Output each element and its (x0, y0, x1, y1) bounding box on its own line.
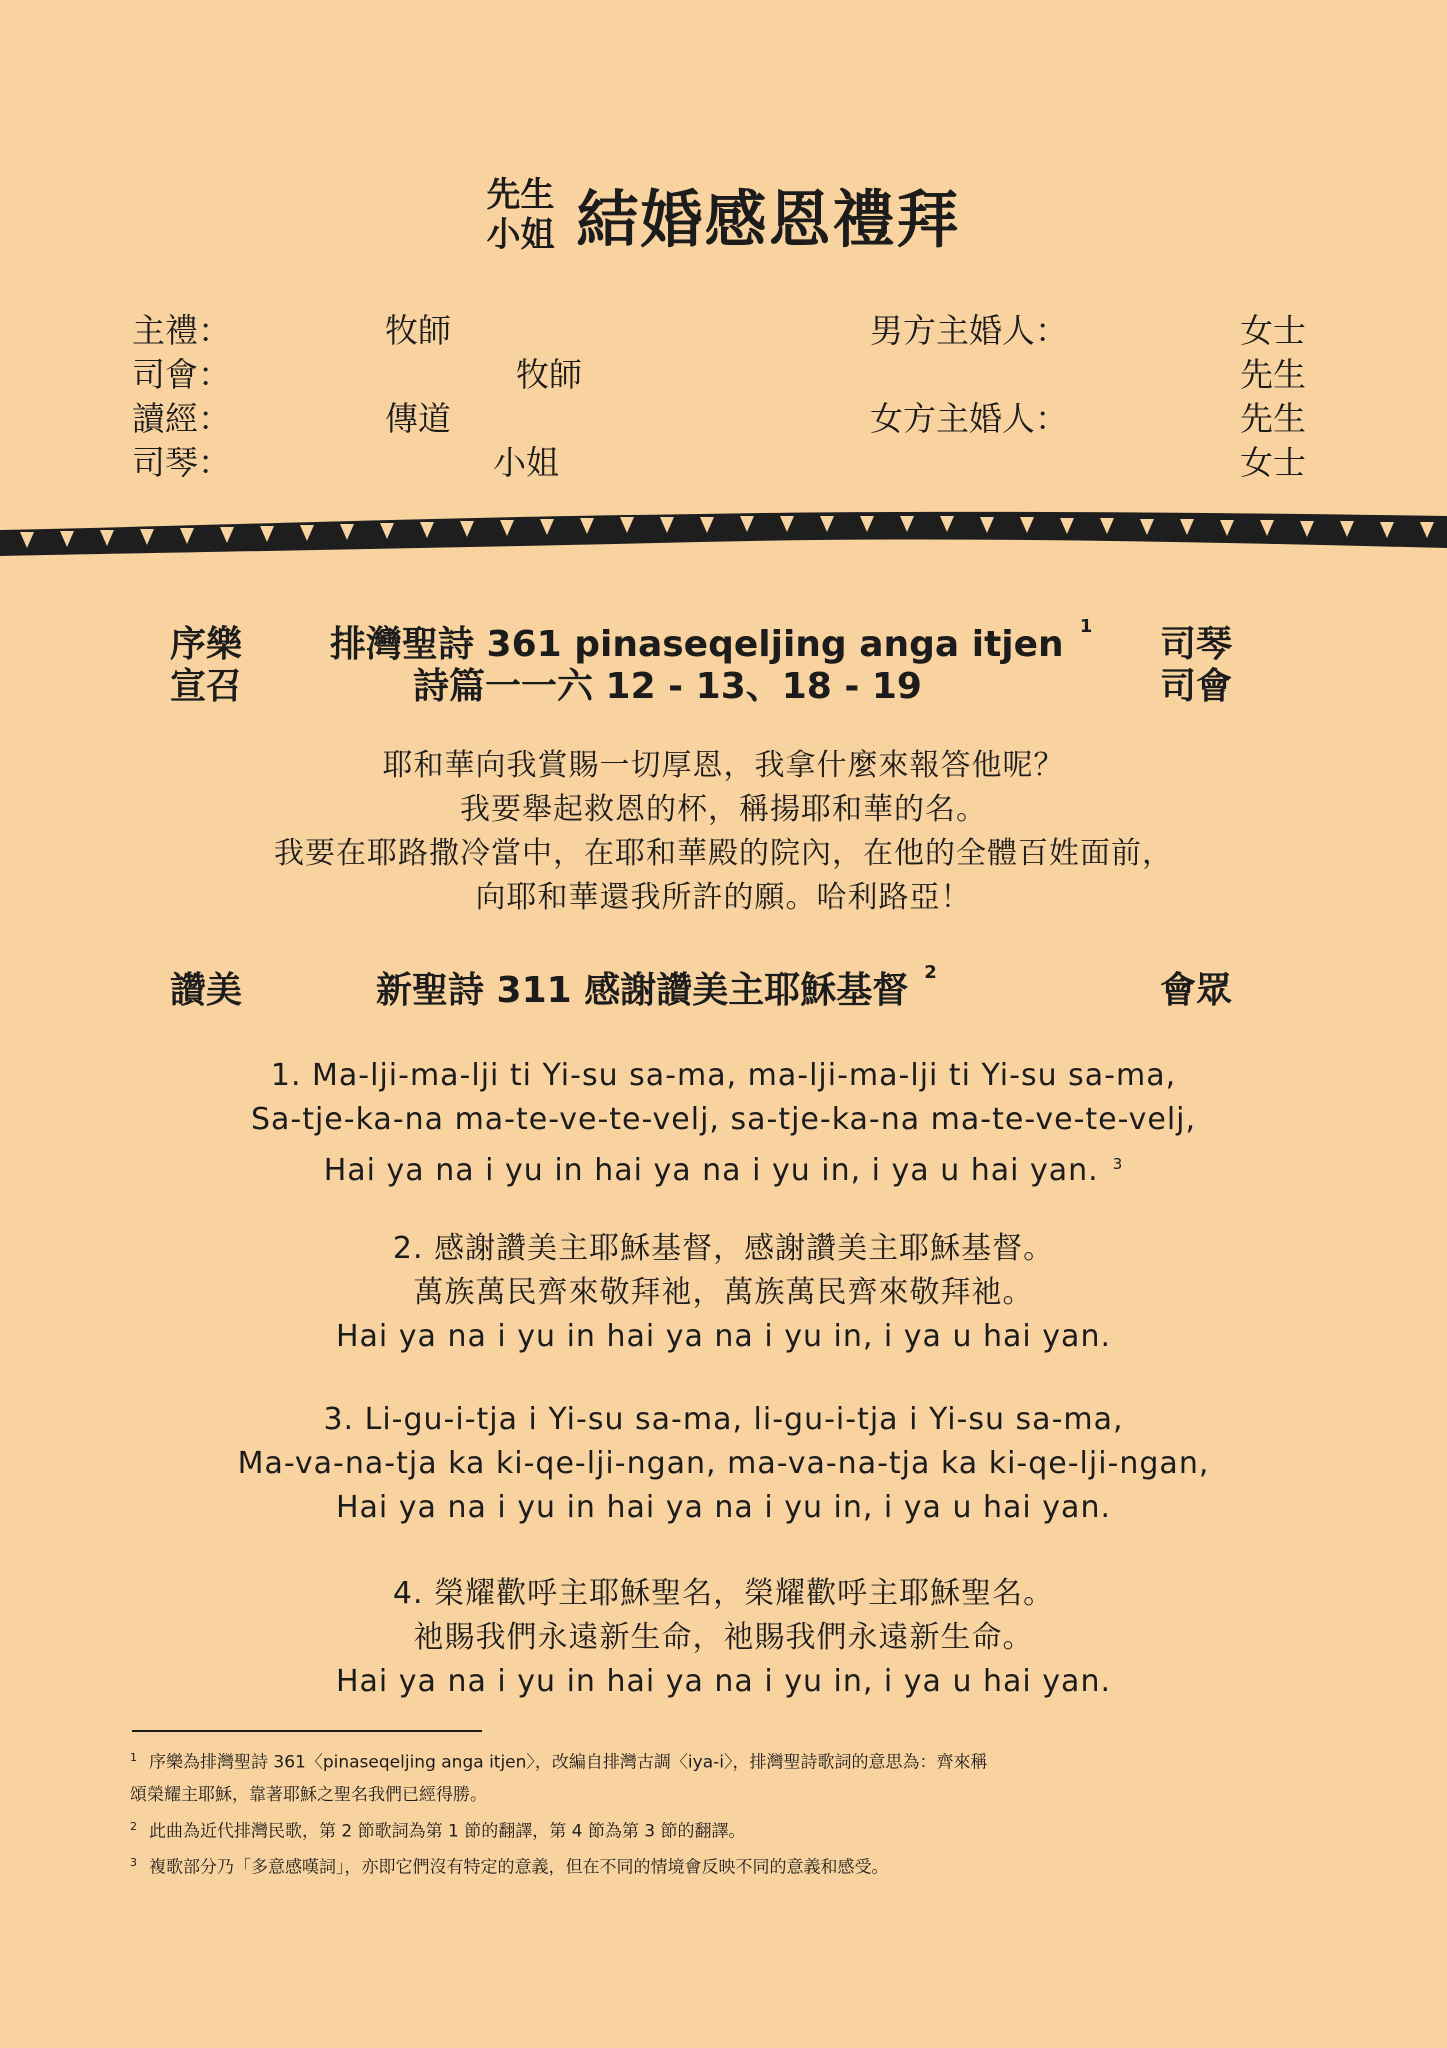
praise-title-text: 新聖詩 311 感謝讚美主耶穌基督 (376, 970, 909, 1011)
call-by: 司會 (1160, 666, 1233, 707)
footnote-text: 序樂為排灣聖詩 361〈pinaseqeljing anga itjen〉，改編自排灣古調〈iya-i〉，排灣聖詩歌詞的意思為：齊來稱 (149, 1752, 988, 1773)
footnote-text: 複歌部分乃「多意感嘆詞」，亦即它們沒有特定的意義，但在不同的情境會反映不同的意義和感受。 (149, 1857, 889, 1878)
praise-title (376, 962, 937, 1013)
footnote (130, 1779, 1310, 1811)
organist-label: 司琴： (132, 443, 231, 482)
prelude-by: 司琴 (1160, 624, 1233, 665)
footnote (130, 1847, 1310, 1884)
call-label: 宣召 (170, 666, 243, 707)
title-honorifics (486, 175, 554, 255)
scripture-line: 我要在耶路撒冷當中，在耶和華殿的院內，在他的全體百姓面前， (274, 836, 1173, 871)
footnote-ref-3: 3 (1112, 1155, 1124, 1173)
order-praise (0, 962, 1447, 1011)
footnote (130, 1811, 1310, 1848)
hymn-verse-2 (0, 1227, 1447, 1359)
prelude-label: 序樂 (170, 624, 243, 665)
scripture-line: 我要舉起救恩的杯，稱揚耶和華的名。 (460, 792, 987, 827)
groom-side-value-1: 女士 (1240, 311, 1306, 350)
verse-line-text: Hai ya na i yu in hai ya na i yu in, i ya u hai yan. (323, 1153, 1099, 1188)
host-label: 司會： (132, 355, 231, 394)
title-honorific-top: 先生 (486, 174, 555, 215)
bride-side-value-1: 先生 (1240, 399, 1306, 438)
verse-line: 4. 榮耀歡呼主耶穌聖名，榮耀歡呼主耶穌聖名。 (392, 1576, 1055, 1611)
footnote-ref-1: 1 (1079, 616, 1093, 637)
organist-value: 小姐 (493, 443, 559, 482)
footnote-mark: 2 (130, 1819, 137, 1833)
presider-value: 牧師 (385, 311, 451, 350)
page-title (0, 170, 1447, 259)
verse-line: 3. Li-gu-i-tja i Yi-su sa-ma, li-gu-i-tja i Yi-su sa-ma, (323, 1402, 1124, 1437)
footnote-text: 頌榮耀主耶穌，靠著耶穌之聖名我們已經得勝。 (130, 1784, 487, 1805)
scripture-passage (0, 744, 1447, 920)
order-prelude (0, 616, 1447, 665)
reader-value: 傳道 (385, 399, 451, 438)
verse-line: Hai ya na i yu in hai ya na i yu in, i ya u hai yan. (335, 1319, 1111, 1354)
order-call (0, 658, 1447, 707)
woven-pattern-divider (0, 508, 1447, 572)
verse-line: Hai ya na i yu in hai ya na i yu in, i ya u hai yan. (335, 1664, 1111, 1699)
footnote-mark: 1 (130, 1751, 137, 1764)
officiants-block (0, 305, 1447, 485)
praise-label: 讚美 (170, 970, 243, 1011)
host-value: 牧師 (516, 355, 582, 394)
verse-line: Hai ya na i yu in hai ya na i yu in, i ya u hai yan. (335, 1490, 1111, 1525)
verse-line: Ma-va-na-tja ka ki-qe-lji-ngan, ma-va-na-tja ka ki-qe-lji-ngan, (237, 1446, 1210, 1481)
verse-line: 祂賜我們永遠新生命，祂賜我們永遠新生命。 (413, 1620, 1034, 1655)
title-honorific-bottom: 小姐 (486, 214, 555, 255)
scripture-line: 耶和華向我賞賜一切厚恩，我拿什麼來報答他呢？ (382, 748, 1065, 783)
footnotes (130, 1742, 1310, 1884)
hymn-verse-1 (0, 1054, 1447, 1186)
reader-label: 讀經： (132, 399, 231, 438)
hymn-verse-3 (0, 1398, 1447, 1530)
groom-side-value-2: 先生 (1240, 355, 1306, 394)
title-main: 結婚感恩禮拜 (576, 183, 961, 256)
footnote-ref-2: 2 (924, 962, 937, 983)
scripture-line: 向耶和華還我所許的願。哈利路亞！ (475, 880, 972, 915)
verse-line: 2. 感謝讚美主耶穌基督，感謝讚美主耶穌基督。 (392, 1231, 1055, 1266)
verse-line: 1. Ma-lji-ma-lji ti Yi-su sa-ma, ma-lji-ma-lji ti Yi-su sa-ma, (270, 1058, 1177, 1093)
call-title: 詩篇一一六 12 - 13、18 - 19 (413, 666, 922, 707)
footnote-mark: 3 (130, 1856, 137, 1870)
praise-by: 會眾 (1160, 970, 1233, 1011)
groom-side-label: 男方主婚人： (870, 311, 1068, 350)
footnote-separator (132, 1730, 482, 1732)
hymn-verse-4 (0, 1572, 1447, 1704)
presider-label: 主禮： (132, 311, 231, 350)
verse-line (0, 1142, 1447, 1186)
bride-side-value-2: 女士 (1240, 443, 1306, 482)
footnote (130, 1742, 1310, 1779)
footnote-text: 此曲為近代排灣民歌，第 2 節歌詞為第 1 節的翻譯，第 4 節為第 3 節的翻譯。 (149, 1821, 746, 1842)
verse-line: Sa-tje-ka-na ma-te-ve-te-velj, sa-tje-ka-na ma-te-ve-te-velj, (250, 1102, 1197, 1137)
verse-line: 萬族萬民齊來敬拜祂，萬族萬民齊來敬拜祂。 (413, 1275, 1034, 1310)
prelude-title-text: 排灣聖詩 361 pinaseqeljing anga itjen (330, 624, 1064, 665)
bride-side-label: 女方主婚人： (870, 399, 1068, 438)
